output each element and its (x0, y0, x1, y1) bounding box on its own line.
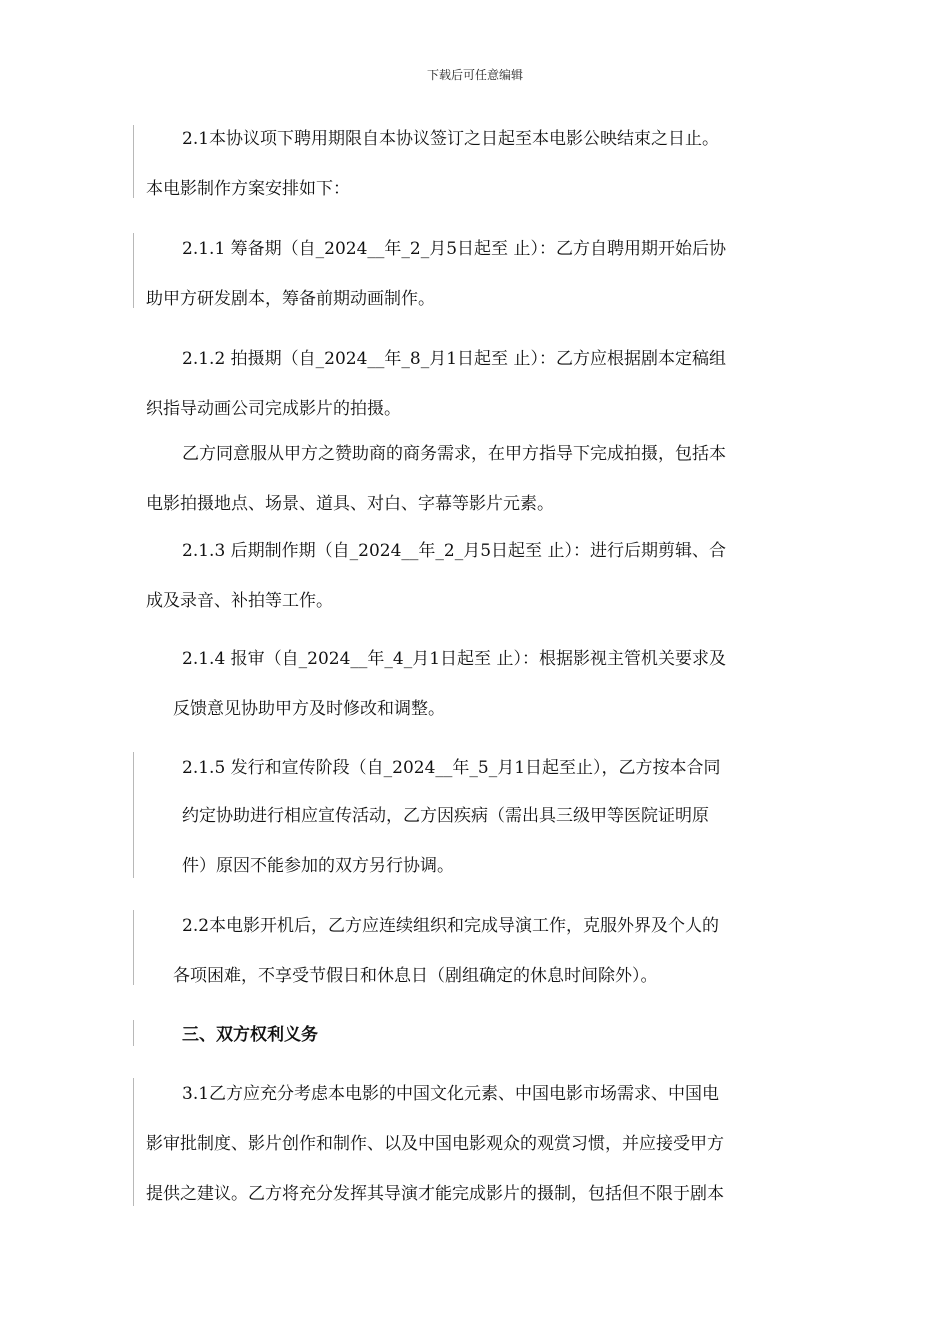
paragraph-line: 提供之建议。乙方将充分发挥其导演才能完成影片的摄制，包括但不限于剧本 (146, 1184, 724, 1204)
section-heading: 三、双方权利义务 (182, 1025, 318, 1045)
paragraph-line: 成及录音、补拍等工作。 (146, 591, 333, 611)
paragraph-line: 件）原因不能参加的双方另行协调。 (182, 856, 454, 876)
paragraph-line: 助甲方研发剧本，筹备前期动画制作。 (146, 289, 435, 309)
paragraph-line: 反馈意见协助甲方及时修改和调整。 (173, 699, 445, 719)
paragraph-line: 2.1.4 报审（自_2024__年_4_月1日起至 止）：根据影视主管机关要求及 (182, 649, 726, 669)
margin-bar (133, 1020, 134, 1046)
margin-bar (133, 233, 134, 308)
paragraph-line: 织指导动画公司完成影片的拍摄。 (146, 399, 401, 419)
paragraph-line: 各项困难，不享受节假日和休息日（剧组确定的休息时间除外）。 (173, 966, 658, 986)
paragraph-line: 2.2本电影开机后，乙方应连续组织和完成导演工作，克服外界及个人的 (182, 916, 720, 936)
margin-bar (133, 910, 134, 985)
paragraph-line: 2.1本协议项下聘用期限自本协议签订之日起至本电影公映结束之日止。 (182, 129, 720, 149)
paragraph-line: 乙方同意服从甲方之赞助商的商务需求，在甲方指导下完成拍摄，包括本 (182, 444, 726, 464)
margin-bar (133, 1078, 134, 1206)
paragraph-line: 2.1.1 筹备期（自_2024__年_2_月5日起至 止）：乙方自聘用期开始后协 (182, 239, 726, 259)
paragraph-line: 影审批制度、影片创作和制作、以及中国电影观众的观赏习惯，并应接受甲方 (146, 1134, 724, 1154)
paragraph-line: 2.1.5 发行和宣传阶段（自_2024__年_5_月1日起至止），乙方按本合同 (182, 758, 721, 778)
paragraph-line: 电影拍摄地点、场景、道具、对白、字幕等影片元素。 (146, 494, 554, 514)
paragraph-line: 本电影制作方案安排如下： (146, 179, 350, 199)
page-header: 下载后可任意编辑 (426, 68, 523, 82)
paragraph-line: 约定协助进行相应宣传活动，乙方因疾病（需出具三级甲等医院证明原 (182, 806, 709, 826)
margin-bar (133, 752, 134, 878)
paragraph-line: 3.1乙方应充分考虑本电影的中国文化元素、中国电影市场需求、中国电 (182, 1084, 720, 1104)
paragraph-line: 2.1.2 拍摄期（自_2024__年_8_月1日起至 止）：乙方应根据剧本定稿组 (182, 349, 726, 369)
paragraph-line: 2.1.3 后期制作期（自_2024__年_2_月5日起至 止）：进行后期剪辑、合 (182, 541, 726, 561)
margin-bar (133, 125, 134, 198)
